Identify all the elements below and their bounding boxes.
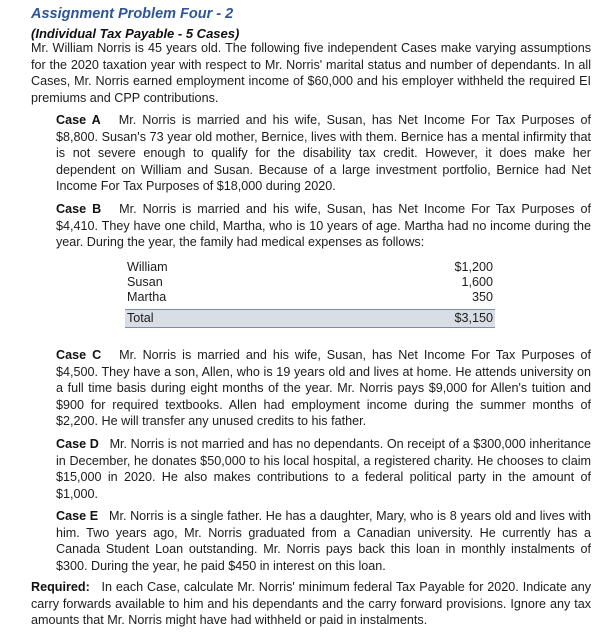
required-paragraph [31, 579, 591, 629]
medical-total-label: Total [127, 311, 154, 325]
medical-row-amount: $1,200 [454, 260, 493, 274]
required-label: Required: [31, 580, 90, 594]
case-b-label: Case B [56, 202, 102, 216]
medical-row-amount: 350 [471, 290, 493, 304]
case-b-text: Mr. Norris is married and his wife, Susan, has Net Income For Tax Purposes of $4,410. They have one child, Martha, who is 10 years of age. Martha had no income during the year. During the year, the family had medical expenses as follows: [56, 202, 592, 250]
assignment-title: Assignment Problem Four - 2 [31, 6, 234, 22]
medical-row-name: William [127, 260, 168, 274]
medical-total-amount: $3,150 [454, 311, 493, 325]
medical-row-susan [125, 275, 495, 290]
case-e-text: Mr. Norris is a single father. He has a daughter, Mary, who is 8 years old and lives with him. Two years ago, Mr. Norris graduated from a Canadian university. He currently has a Canada Student Loan outstanding. Mr. Norris pays back this loan in monthly instalments of $300. During the year, he paid $450 in interest on this loan. [56, 509, 591, 573]
case-a-paragraph [56, 112, 591, 195]
medical-row-amount: 1,600 [461, 275, 493, 289]
case-c-paragraph [56, 347, 591, 430]
case-d-label: Case D [56, 437, 99, 451]
case-a-label: Case A [56, 113, 101, 127]
medical-expenses-table [125, 260, 495, 328]
case-e-paragraph [56, 508, 591, 574]
case-d-text: Mr. Norris is not married and has no dependants. On receipt of a $300,000 inheritance in December, he donates $50,000 to his local hospital, a registered charity. He chooses to claim $15,000 in 2020. He also makes contributions to a federal political party in the amount of $1,000. [56, 437, 592, 501]
case-b-paragraph [56, 201, 591, 251]
medical-row-name: Martha [127, 290, 167, 304]
medical-total-row [125, 309, 495, 328]
medical-row-name: Susan [127, 275, 163, 289]
case-c-text: Mr. Norris is married and his wife, Susan, has Net Income For Tax Purposes of $4,500. They have a son, Allen, who is 19 years old and lives at home. He attends university on a full time basis during eight months of the year. Mr. Norris pays $9,000 for Allen's tuition and $900 for required textbooks. Allen had employment income during the summer months of $2,200. He will transfer any unused credits to his father. [56, 348, 592, 429]
intro-paragraph: Mr. William Norris is 45 years old. The following five independent Cases make varying assumptions for the 2020 taxation year with respect to Mr. Norris' marital status and number of dependants. In all Cases, Mr. Norris earned employment income of $60,000 and his employer withheld the required EI premiums and CPP contributions. [31, 41, 591, 105]
case-c-label: Case C [56, 348, 102, 362]
required-text: In each Case, calculate Mr. Norris' minimum federal Tax Payable for 2020. Indicate any carry forwards available to him and his dependants and the carry forward provisions. Ignore any tax amounts that Mr. Norris might have had withheld or paid in instalments. [31, 580, 591, 628]
case-e-label: Case E [56, 509, 99, 523]
assignment-subtitle: (Individual Tax Payable - 5 Cases) [31, 26, 240, 41]
case-d-paragraph [56, 436, 591, 502]
medical-row-martha [125, 290, 495, 305]
case-a-text: Mr. Norris is married and his wife, Susan, has Net Income For Tax Purposes of $8,800. Susan's 73 year old mother, Bernice, lives with them. Bernice has a mental infirmity that is not severe enough to qualify for the disability tax credit. However, it does make her dependent on William and Susan. Because of a large investment portfolio, Bernice had Net Income For Tax Purposes of $18,000 during 2020. [56, 113, 592, 194]
medical-row-william [125, 260, 495, 275]
